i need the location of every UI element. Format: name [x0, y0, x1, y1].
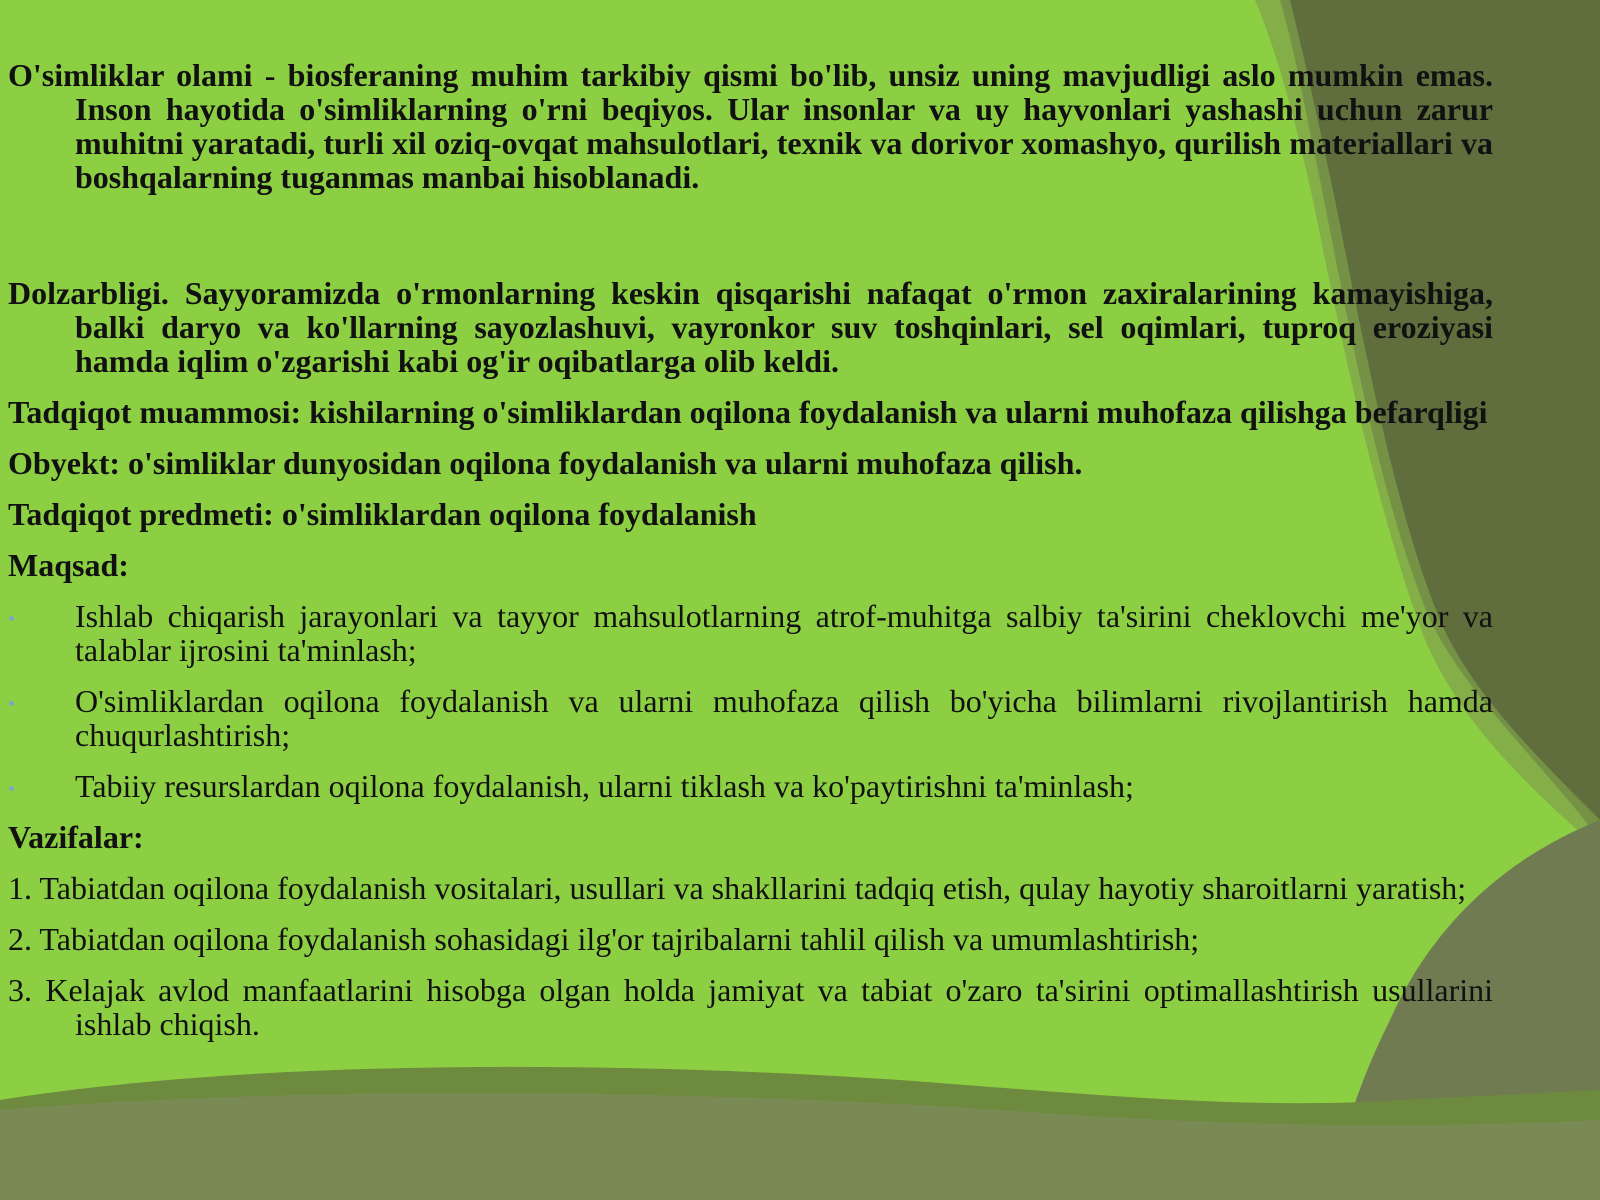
task-item: 3. Kelajak avlod manfaatlarini hisobga olgan holda jamiyat va tabiat o'zaro ta'sirini optimallashtirish usullarini ishlab chiqish.	[8, 972, 1493, 1042]
intro-paragraph: O'simliklar olami - biosferaning muhim tarkibiy qismi bo'lib, unsiz uning mavjudligi aslo mumkin emas. Inson hayotida o'simliklarning o'rni beqiyos. Ular insonlar va uy hayvonlari yashashi uchun zarur muhitni yaratadi, turli xil oziq-ovqat mahsulotlari, texnik va dorivor xomashyo, qurilish materiallari va boshqalarning tuganmas manbai hisoblanadi.	[8, 57, 1493, 195]
goal-item-text: Tabiiy resurslardan oqilona foydalanish, ularni tiklash va ko'paytirishni ta'minlash;	[75, 768, 1134, 804]
goal-item	[8, 599, 1493, 667]
goal-item	[8, 769, 1493, 803]
research-problem: Tadqiqot muammosi: kishilarning o'simliklardan oqilona foydalanish va ularni muhofaza qilishga befarqligi	[8, 394, 1488, 430]
goal-item-text: Ishlab chiqarish jarayonlari va tayyor mahsulotlarning atrof-muhitga salbiy ta'sirini cheklovchi me'yor va talablar ijrosini ta'minlash;	[75, 598, 1493, 668]
goal-heading: Maqsad:	[8, 547, 129, 583]
tasks-heading: Vazifalar:	[8, 819, 144, 855]
research-subject: Tadqiqot predmeti: o'simliklardan oqilona foydalanish	[8, 496, 757, 532]
goal-item	[8, 684, 1493, 752]
bullet-icon	[9, 616, 14, 621]
slide-content	[8, 58, 1493, 1041]
task-item: 1. Tabiatdan oqilona foydalanish vositalari, usullari va shakllarini tadqiq etish, qulay hayotiy sharoitlarni yaratish;	[8, 870, 1467, 906]
relevance-paragraph: Dolzarbligi. Sayyoramizda o'rmonlarning keskin qisqarishi nafaqat o'rmon zaxiralarining kamayishiga, balki daryo va ko'llarning sayozlashuvi, vayronkor suv toshqinlari, sel oqimlari, tuproq eroziyasi hamda iqlim o'zgarishi kabi og'ir oqibatlarga olib keldi.	[8, 275, 1493, 379]
task-item: 2. Tabiatdan oqilona foydalanish sohasidagi ilg'or tajribalarni tahlil qilish va umumlashtirish;	[8, 921, 1200, 957]
bullet-icon	[9, 786, 14, 791]
bullet-icon	[9, 701, 14, 706]
goal-item-text: O'simliklardan oqilona foydalanish va ularni muhofaza qilish bo'yicha bilimlarni rivojlantirish hamda chuqurlashtirish;	[75, 683, 1493, 753]
research-object: Obyekt: o'simliklar dunyosidan oqilona foydalanish va ularni muhofaza qilish.	[8, 445, 1083, 481]
